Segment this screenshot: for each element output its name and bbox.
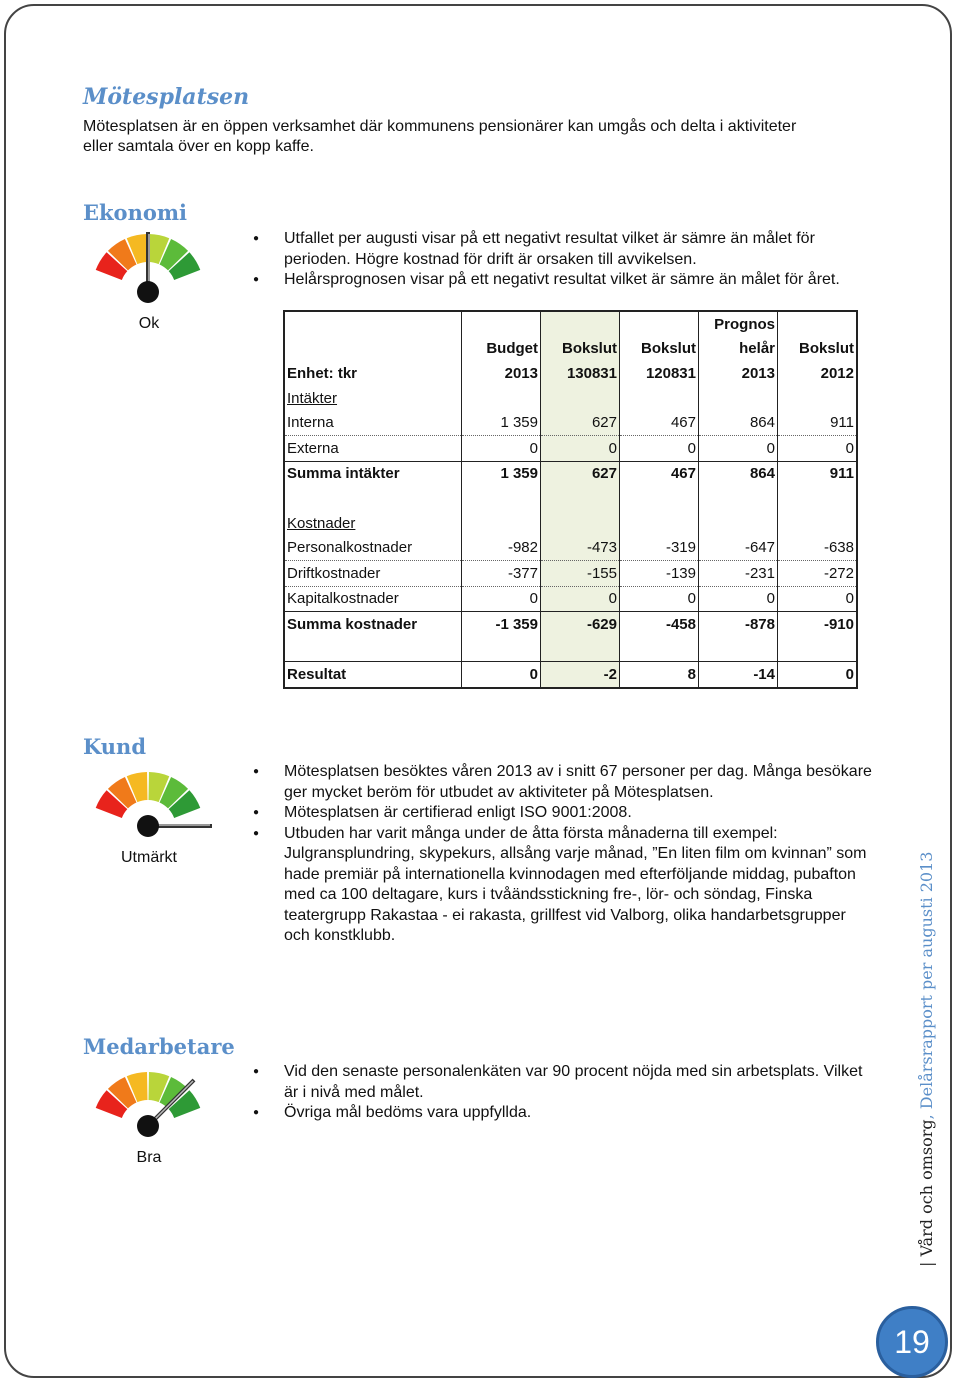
cell-value: -1 359: [462, 612, 541, 637]
table-row: [284, 410, 857, 435]
medarbetare-bullets: [253, 1062, 873, 1124]
table-row: [284, 637, 857, 662]
footer-bar: |: [917, 1256, 936, 1267]
cell-value: 0: [778, 662, 858, 688]
section-title-ekonomi: Ekonomi: [83, 200, 188, 225]
row-label: Personalkostnader: [284, 535, 462, 560]
cell-value: -982: [462, 535, 541, 560]
cell-value: [620, 386, 699, 411]
row-label: [284, 386, 462, 411]
gauge-label-medarbetare: Bra: [136, 1149, 162, 1166]
cell-value: [541, 386, 620, 411]
table-row: [284, 511, 857, 536]
gauge-icon-ekonomi: [90, 228, 210, 314]
cell-value: -139: [620, 560, 699, 586]
header-helar: helår: [699, 337, 778, 362]
cell-value: [620, 486, 699, 511]
cell-value: -231: [699, 560, 778, 586]
cell-value: [541, 486, 620, 511]
ekonomi-bullet-2: ● Helårsprognosen visar på ett negativt resultat vilket är sämre än målet för året.: [253, 270, 873, 291]
section-title-motesplatsen: Mötesplatsen: [83, 84, 250, 110]
cell-value: 0: [699, 435, 778, 461]
cell-value: [699, 386, 778, 411]
gauge-segments: [96, 1072, 201, 1118]
cell-value: [778, 637, 858, 662]
cell-value: 0: [778, 586, 858, 612]
cell-value: -910: [778, 612, 858, 637]
cell-value: 0: [778, 435, 858, 461]
kund-bullet-1: ● Mötesplatsen besöktes våren 2013 av i snitt 67 personer per dag. Många besökare ger mycket beröm för utbudet av aktiviteter på Mötesplatsen.: [253, 762, 873, 803]
table-row: [284, 612, 857, 637]
header-col-4: 2013: [699, 361, 778, 386]
header-enhet: Enhet: tkr: [284, 361, 462, 386]
page-number-badge: 19: [876, 1306, 948, 1378]
footer-report: , Delårsrapport per augusti 2013: [917, 851, 936, 1120]
table-row: [284, 662, 857, 688]
cell-value: 911: [778, 461, 858, 486]
cell-value: 627: [541, 410, 620, 435]
cell-value: -155: [541, 560, 620, 586]
cell-value: 1 359: [462, 410, 541, 435]
gauge-label-kund: Utmärkt: [121, 849, 177, 866]
cell-value: [778, 386, 858, 411]
cell-value: [462, 637, 541, 662]
row-label-text: Kostnader: [287, 514, 356, 532]
table-row: [284, 435, 857, 461]
cell-value: 864: [699, 461, 778, 486]
section-title-kund: Kund: [83, 734, 147, 759]
cell-value: 8: [620, 662, 699, 688]
row-label: Summa kostnader: [284, 612, 462, 637]
row-label: Interna: [284, 410, 462, 435]
cell-value: -473: [541, 535, 620, 560]
row-label: Kapitalkostnader: [284, 586, 462, 612]
table-row: [284, 486, 857, 511]
gauge-segments: [96, 772, 201, 818]
cell-value: [699, 486, 778, 511]
table-header-row-3: [284, 361, 857, 386]
table-header-row-2: [284, 337, 857, 362]
cell-value: [541, 637, 620, 662]
cell-value: 0: [541, 435, 620, 461]
row-label: Driftkostnader: [284, 560, 462, 586]
cell-value: -458: [620, 612, 699, 637]
row-label-text: Intäkter: [287, 389, 338, 407]
cell-value: 627: [541, 461, 620, 486]
row-label: [284, 511, 462, 536]
table-row: [284, 386, 857, 411]
header-budget: Budget: [462, 337, 541, 362]
cell-value: -878: [699, 612, 778, 637]
cell-value: [620, 511, 699, 536]
table-row: [284, 461, 857, 486]
row-label: [284, 486, 462, 511]
cell-value: -629: [541, 612, 620, 637]
cell-value: 0: [541, 586, 620, 612]
cell-value: -2: [541, 662, 620, 688]
cell-value: -14: [699, 662, 778, 688]
cell-value: 1 359: [462, 461, 541, 486]
cell-value: [699, 511, 778, 536]
intro-line-2: eller samtala över en kopp kaffe.: [83, 138, 314, 155]
cell-value: [699, 637, 778, 662]
cell-value: 864: [699, 410, 778, 435]
kund-bullets: [253, 762, 873, 947]
cell-value: 0: [620, 435, 699, 461]
vertical-footer: [917, 852, 936, 1267]
cell-value: [462, 386, 541, 411]
cell-value: 911: [778, 410, 858, 435]
kund-bullet-3: ● Utbuden har varit många under de åtta första månaderna till exempel: Julgransplundring, skypekurs, allsång varje månad, ”En liten film om kvinnan” som hade premiär på internationella kvinnodagen med efterföljande middag, pubafton med ca 100 deltagare, kurs i tvåändsstickning fre-, lör- och söndag, Finska teatergrupp Rakastaa - ei rakasta, grillfest vid Valborg, olika handarbetsgrupper och konstklubb.: [253, 824, 873, 947]
cell-value: [541, 511, 620, 536]
cell-value: 0: [462, 586, 541, 612]
table-header-row-1: [284, 311, 857, 337]
cell-value: 467: [620, 461, 699, 486]
row-label: [284, 637, 462, 662]
section-title-medarbetare: Medarbetare: [83, 1034, 235, 1059]
cell-value: [462, 511, 541, 536]
cell-value: [462, 486, 541, 511]
cell-value: -272: [778, 560, 858, 586]
table-row: [284, 586, 857, 612]
gauge-icon-medarbetare: [90, 1066, 210, 1152]
cell-value: [620, 637, 699, 662]
header-col-5: 2012: [778, 361, 858, 386]
intro-line-1: Mötesplatsen är en öppen verksamhet där kommunens pensionärer kan umgås och delta i aktiviteter: [83, 118, 797, 135]
cell-value: 0: [462, 662, 541, 688]
cell-value: [778, 511, 858, 536]
cell-value: -638: [778, 535, 858, 560]
table-row: [284, 560, 857, 586]
cell-value: -647: [699, 535, 778, 560]
row-label: Resultat: [284, 662, 462, 688]
header-col-1: 2013: [462, 361, 541, 386]
kund-bullet-2: ● Mötesplatsen är certifierad enligt ISO 9001:2008.: [253, 803, 873, 824]
cell-value: 0: [462, 435, 541, 461]
medarbetare-bullet-1: ● Vid den senaste personalenkäten var 90 procent nöjda med sin arbetsplats. Vilket är i nivå med målet.: [253, 1062, 873, 1103]
cell-value: -377: [462, 560, 541, 586]
row-label: Summa intäkter: [284, 461, 462, 486]
row-label: Externa: [284, 435, 462, 461]
financial-table: [283, 310, 858, 689]
cell-value: 467: [620, 410, 699, 435]
header-bokslut-1: Bokslut: [541, 337, 620, 362]
gauge-icon-kund: [90, 766, 214, 852]
header-prognos: Prognos: [699, 311, 778, 337]
table-row: [284, 535, 857, 560]
ekonomi-bullets: [253, 229, 873, 291]
header-bokslut-2: Bokslut: [620, 337, 699, 362]
medarbetare-bullet-2: ● Övriga mål bedöms vara uppfyllda.: [253, 1103, 873, 1124]
header-col-3: 120831: [620, 361, 699, 386]
cell-value: 0: [699, 586, 778, 612]
ekonomi-bullet-1: ● Utfallet per augusti visar på ett negativt resultat vilket är sämre än målet för perioden. Högre kostnad för drift är orsaken till avvikelsen.: [253, 229, 873, 270]
gauge-label-ekonomi: Ok: [138, 315, 160, 332]
cell-value: -319: [620, 535, 699, 560]
footer-department: Vård och omsorg: [917, 1119, 936, 1257]
header-col-2: 130831: [541, 361, 620, 386]
cell-value: [778, 486, 858, 511]
cell-value: 0: [620, 586, 699, 612]
header-bokslut-3: Bokslut: [778, 337, 858, 362]
